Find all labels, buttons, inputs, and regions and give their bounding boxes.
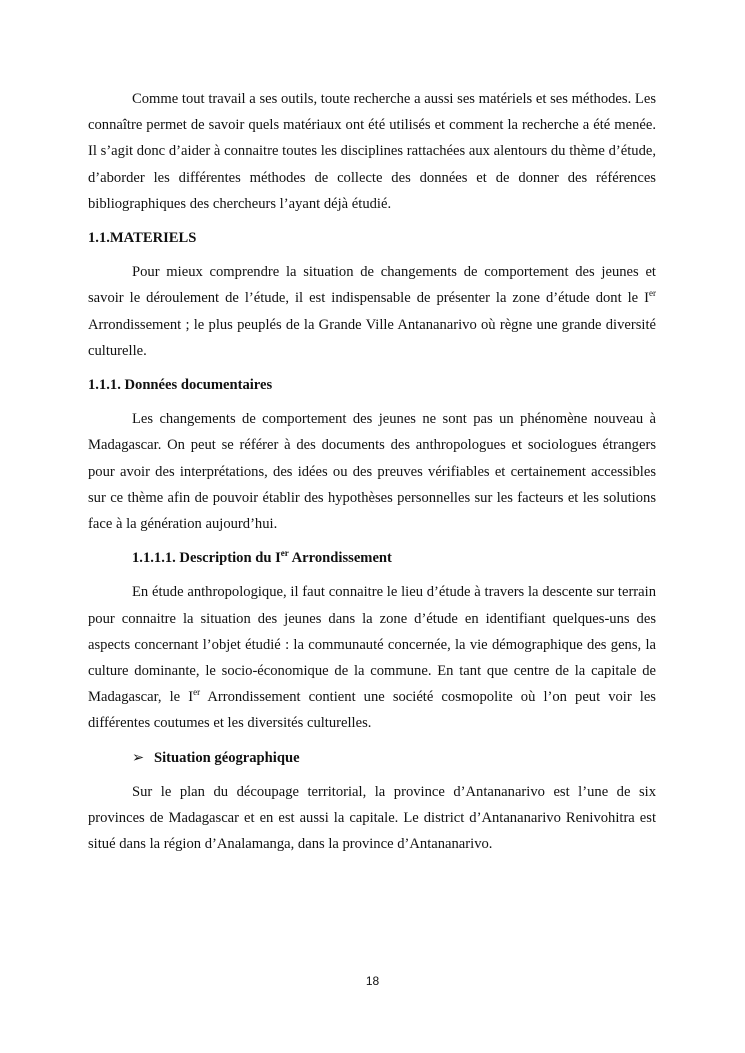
materiels-superscript: er xyxy=(649,288,656,299)
description-paragraph xyxy=(88,579,656,736)
description-heading-part1: 1.1.1.1. Description du I xyxy=(132,550,281,567)
arrow-bullet-icon: ➢ xyxy=(132,749,145,766)
materiels-text-part2: Arrondissement ; le plus peuplés de la Grande Ville Antananarivo où règne une grande diversité culturelle. xyxy=(88,316,656,359)
documentaires-paragraph: Les changements de comportement des jeunes ne sont pas un phénomène nouveau à Madagascar. On peut se référer à des documents des anthropologues et sociologues étrangers pour avoir des interprétations, des idées ou des preuves vérifiables et certainement accessibles sur ce thème afin de pouvoir établir des hypothèses personnelles sur les facteurs et les solutions face à la génération aujourd’hui. xyxy=(88,411,656,533)
description-heading-part2: Arrondissement xyxy=(288,550,392,567)
document-page xyxy=(88,86,656,865)
materiels-paragraph xyxy=(88,259,656,364)
section-heading-materiels: 1.1.MATERIELS xyxy=(88,230,197,247)
section-heading-donnees-documentaires: 1.1.1. Données documentaires xyxy=(88,377,273,394)
description-text-part2: Arrondissement contient une société cosmopolite où l’on peut voir les différentes coutumes et les diversités culturelles. xyxy=(88,689,656,732)
intro-paragraph: Comme tout travail a ses outils, toute recherche a aussi ses matériels et ses méthodes. Les connaître permet de savoir quels matériaux ont été utilisés et comment la recherche a été menée. Il s’agit donc d’aider à connaitre toutes les disciplines rattachées aux alentours du thème d’étude, d’aborder les différentes méthodes de collecte des données et de donner des références bibliographiques des chercheurs l’ayant déjà étudié. xyxy=(88,91,656,212)
section-heading-situation xyxy=(88,745,656,771)
situation-paragraph: Sur le plan du découpage territorial, la province d’Antananarivo est l’une de six provinces de Madagascar et en est aussi la capitale. Le district d’Antananarivo Renivohitra est situé dans la région d’Analamanga, dans la province d’Antananarivo. xyxy=(88,783,656,853)
description-superscript: er xyxy=(193,687,201,698)
materiels-text-part1: Pour mieux comprendre la situation de changements de comportement des jeunes et savoir le déroulement de l’étude, il est indispensable de présenter la zone d’étude dont le I xyxy=(88,264,656,307)
section-heading-description xyxy=(88,545,656,571)
page-number: 18 xyxy=(365,974,380,988)
description-text-part1: En étude anthropologique, il faut connaitre le lieu d’étude à travers la descente sur terrain pour connaitre la situation des jeunes dans la zone d’étude en identifiant quelques-uns des aspects concernant l’objet étudié : la communauté concernée, la vie démographique des gens, la culture dominante, le socio-économique de la commune. En tant que centre de la capitale de Madagascar, le I xyxy=(88,584,656,706)
description-heading-superscript: er xyxy=(280,548,289,559)
situation-heading-text: Situation géographique xyxy=(154,749,300,766)
